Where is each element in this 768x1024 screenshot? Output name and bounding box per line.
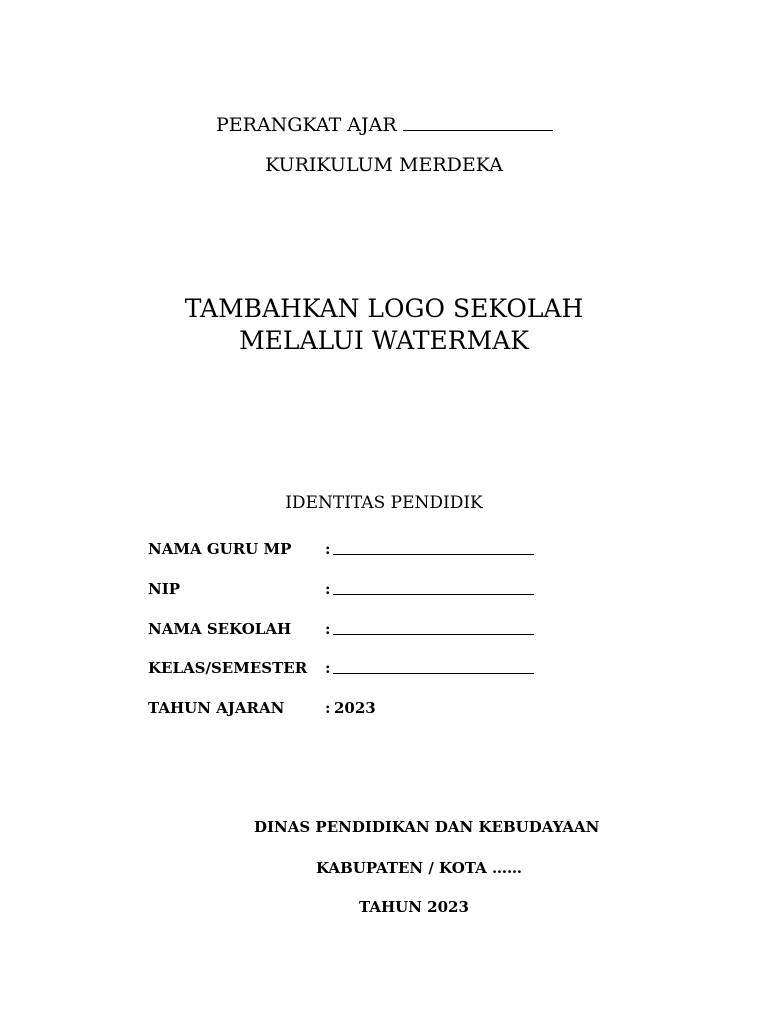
- field-label: NIP: [148, 580, 181, 598]
- logo-placeholder-line-1: TAMBAHKAN LOGO SEKOLAH: [184, 294, 584, 323]
- subject-blank-line: [403, 116, 553, 131]
- device-title-text: PERANGKAT AJAR: [216, 114, 397, 136]
- identity-heading: IDENTITAS PENDIDIK: [285, 493, 483, 513]
- curriculum-title: KURIKULUM MERDEKA: [265, 154, 503, 176]
- footer-region: KABUPATEN / KOTA ……: [316, 859, 522, 877]
- field-blank-line: [333, 594, 534, 595]
- field-label: TAHUN AJARAN: [148, 699, 285, 717]
- footer-year: TAHUN 2023: [359, 898, 469, 916]
- footer-agency: DINAS PENDIDIKAN DAN KEBUDAYAAN: [254, 818, 600, 836]
- field-blank-line: [333, 554, 534, 555]
- field-label: NAMA SEKOLAH: [148, 620, 292, 638]
- device-title: [216, 114, 553, 136]
- logo-placeholder-line-2: MELALUI WATERMAK: [239, 326, 529, 355]
- field-blank-line: [333, 634, 534, 635]
- field-colon: :: [325, 580, 331, 598]
- field-blank-line: [333, 673, 534, 674]
- field-label: NAMA GURU MP: [148, 540, 292, 558]
- field-colon: :: [325, 659, 331, 677]
- school-year-value: 2023: [334, 699, 376, 717]
- field-label: KELAS/SEMESTER: [148, 659, 308, 677]
- field-colon: :: [325, 620, 331, 638]
- field-colon: :: [325, 699, 331, 717]
- field-colon: :: [325, 540, 331, 558]
